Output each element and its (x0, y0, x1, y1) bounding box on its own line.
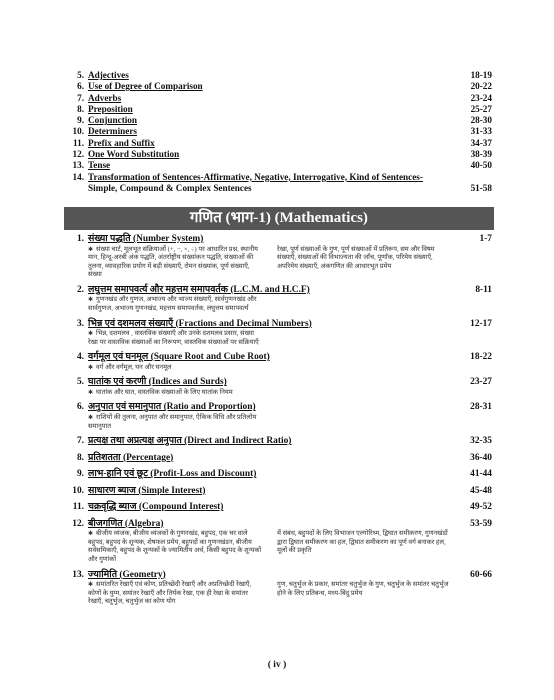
entry-heading (62, 436, 492, 448)
bullet-icon: ✱ (88, 414, 94, 421)
entry-heading (62, 486, 492, 498)
entry-heading (62, 453, 492, 465)
bullet-icon: ✱ (88, 297, 94, 304)
section-banner: गणित (भाग-1) (Mathematics) (64, 207, 494, 230)
entry-heading (62, 402, 492, 414)
entry-title: Determiners (88, 126, 137, 137)
entry-title: Adjectives (88, 70, 129, 80)
entry-pages: 41-44 (470, 469, 492, 480)
subtopics-left-text: संख्या चार्ट, मूलभूत संक्रियाओं (+, −, ×, ÷) पर आधारित प्रश्न, स्थानीय मान, हिन्दू-अरबी अंक पद्धति, अंतर्राष्ट्रीय संख्यांकन पद्धति, संख्याओं की तुलना, व्यावहारिक प्रयोग में बड़ी संख्याएँ, रोमन संख्यांक, पूर्ण संख्याएँ, संख्या (88, 245, 259, 279)
entry-title: Simple, Compound & Complex Sentences (88, 182, 252, 193)
subtopics-right (273, 414, 492, 431)
entry-pages: 40-50 (470, 160, 492, 171)
entry-title: चक्रवृद्धि ब्याज (Compound Interest) (88, 502, 224, 513)
toc-entry (62, 502, 492, 514)
toc-entry (62, 160, 492, 171)
toc-entry (62, 93, 492, 104)
toc-entry (62, 377, 492, 397)
toc-entry (62, 126, 492, 137)
toc-entry (62, 115, 492, 126)
entry-pages: 18-19 (470, 70, 492, 80)
entry-heading (62, 502, 492, 514)
toc-entry (62, 172, 492, 183)
entry-number: 2. (76, 284, 84, 295)
toc-entry (62, 453, 492, 465)
entry-number: 12. (72, 518, 84, 529)
entry-pages: 31-33 (470, 126, 492, 137)
entry-number: 8. (77, 103, 84, 114)
entry-heading (62, 377, 492, 389)
entry-title: Prefix and Suffix (88, 137, 155, 148)
subtopics-left-text: बीजीय व्यंजक, बीजीय व्यंजकों के गुणनखंड, बहुपद, एक चर वाले बहुपद, बहुपद के शून्यक, शेषफल प्रमेय, बहुपदों का गुणनखंडन, बीजीय सर्वसमिकाएँ, बहुपद के शून्यकों के ज्यामितीय अर्थ, किसी बहुपद के शून्यकों और गुणांकों (88, 530, 262, 563)
subtopics-left-text: घातांक और घात, वास्तविक संख्याओं के लिए घातांक नियम (96, 388, 233, 396)
entry-title: साधारण ब्याज (Simple Interest) (88, 485, 206, 496)
entry-pages: 32-35 (470, 436, 492, 447)
entry-number: 1. (76, 234, 84, 244)
entry-title: लघुत्तम समापवर्त्य और महत्तम समापवर्तक (L.C.M. and H.C.F) (88, 284, 310, 295)
entry-pages: 51-58 (470, 182, 492, 193)
entry-title: ज्यामिति (Geometry) (88, 569, 166, 580)
toc-entry (62, 183, 492, 194)
entry-number: 5. (76, 377, 84, 388)
toc-entry (62, 70, 492, 81)
math-contents-list (62, 234, 492, 612)
subtopics-right: रेखा, पूर्ण संख्याओं के गुण, पूर्ण संख्याओं में प्रतिरूप, सम और विषम संख्याएँ, संख्याओं की विभाज्यता की जाँच, पूर्णांक, परिमेय संख्याएँ, अपरिमेय संख्याएँ, अंकगणित की आधारभूत प्रमेय (277, 245, 435, 270)
entry-number (62, 183, 88, 194)
entry-pages: 38-39 (470, 149, 492, 160)
entry-title: Tense (88, 160, 111, 171)
entry-heading (62, 570, 492, 582)
entry-number: 11. (72, 502, 84, 513)
subtopics-left-text: भिन्न, दशमलव , वास्तविक संख्याएँ और उनके दशमलव प्रसार, संख्या रेखा पर वास्तविक संख्याओं का निरूपण, वास्तविक संख्याओं पर संक्रियाएँ (88, 330, 259, 346)
bullet-icon: ✱ (88, 364, 94, 371)
entry-number: 13. (72, 569, 84, 580)
entry-title: Transformation of Sentences-Affirmative, Negative, Interrogative, Kind of Sentences- (88, 171, 423, 182)
toc-entry (62, 352, 492, 372)
subtopics-left (88, 364, 273, 373)
entry-pages: 23-27 (470, 377, 492, 388)
entry-pages: 1-7 (479, 234, 492, 244)
toc-entry (62, 104, 492, 115)
entry-title: घातांक एवं करणी (Indices and Surds) (88, 377, 227, 388)
toc-entry (62, 234, 492, 280)
entry-pages: 53-59 (470, 518, 492, 529)
subtopics-left (88, 296, 273, 313)
entry-number: 9. (77, 115, 84, 126)
entry-pages: 36-40 (470, 452, 492, 463)
entry-pages: 28-30 (470, 115, 492, 126)
entry-pages: 25-27 (470, 103, 492, 114)
subtopics-left (88, 389, 273, 398)
entry-number: 13. (72, 160, 84, 171)
entry-number: 6. (77, 81, 84, 92)
entry-pages: 12-17 (470, 318, 492, 329)
subtopics-left (88, 330, 273, 347)
subtopics-right (273, 330, 492, 347)
entry-number: 4. (76, 352, 84, 363)
entry-pages: 23-24 (470, 92, 492, 103)
subtopics-left (88, 414, 273, 431)
toc-entry (62, 402, 492, 431)
toc-entry (62, 519, 492, 565)
entry-title: भिन्न एवं दशमलव संख्याएँ (Fractions and Decimal Numbers) (88, 318, 312, 329)
entry-subtopics (62, 414, 492, 431)
toc-entry (62, 469, 492, 481)
entry-subtopics (62, 330, 492, 347)
toc-entry (62, 285, 492, 314)
entry-heading (62, 285, 492, 297)
toc-entry (62, 486, 492, 498)
entry-number: 6. (76, 402, 84, 413)
entry-title: प्रतिशतता (Percentage) (88, 452, 174, 463)
entry-title: वर्गमूल एवं घनमूल (Square Root and Cube Root) (88, 352, 270, 363)
entry-pages: 8-11 (475, 284, 492, 295)
bullet-icon: ✱ (88, 331, 94, 338)
english-contents-list (62, 70, 492, 194)
subtopics-left (88, 581, 273, 607)
entry-heading (62, 519, 492, 531)
bullet-icon: ✱ (88, 389, 94, 396)
entry-title: अनुपात एवं समानुपात (Ratio and Proportion) (88, 402, 256, 413)
entry-pages: 49-52 (470, 502, 492, 513)
toc-entry (62, 149, 492, 160)
toc-entry (62, 81, 492, 92)
subtopics-right (273, 364, 492, 373)
entry-number: 12. (72, 149, 84, 160)
entry-title: प्रत्यक्ष तथा अप्रत्यक्ष अनुपात (Direct and Indirect Ratio) (88, 436, 292, 447)
entry-number: 10. (72, 485, 84, 496)
subtopics-left (88, 530, 273, 564)
toc-entry (62, 138, 492, 149)
entry-pages: 60-66 (470, 569, 492, 580)
entry-number: 7. (77, 92, 84, 103)
page-number: ( iv ) (267, 660, 287, 670)
toc-entry (62, 436, 492, 448)
toc-entry (62, 319, 492, 348)
bullet-icon: ✱ (88, 246, 94, 253)
subtopics-left-text: वर्ग और वर्गमूल, घन और घनमूल (96, 363, 172, 371)
entry-heading (62, 234, 492, 246)
entry-number: 7. (76, 436, 84, 447)
subtopics-left-text: राशियों की तुलना, अनुपात और समानुपात, ऐकिक विधि और प्रतिलोम समानुपात (88, 413, 257, 430)
entry-title: बीजगणित (Algebra) (88, 518, 164, 529)
subtopics-right (273, 389, 492, 398)
entry-pages: 34-37 (470, 137, 492, 148)
entry-number: 8. (76, 452, 84, 463)
entry-subtopics (62, 530, 492, 564)
entry-title: One Word Substitution (88, 149, 180, 160)
entry-title: Use of Degree of Comparison (88, 81, 203, 92)
entry-heading (62, 469, 492, 481)
subtopics-left (88, 246, 273, 280)
entry-number: 5. (77, 70, 84, 80)
entry-number: 3. (76, 318, 84, 329)
subtopics-right: में संबंध, बहुपदों के लिए विभाजन एल्गोरिथ्म, द्विघात समीकरण, गुणनखंडों द्वारा द्विघात समीकरण का हल, द्विघात समीकरण का पूर्ण वर्ग बनाकर हल, मूलों की प्रकृति (277, 530, 448, 555)
entry-number: 14. (72, 171, 84, 182)
entry-heading (62, 319, 492, 331)
entry-number: 10. (72, 126, 84, 137)
bullet-icon: ✱ (88, 582, 94, 588)
entry-subtopics (62, 581, 492, 607)
entry-subtopics (62, 246, 492, 280)
entry-title: Preposition (88, 103, 133, 114)
entry-pages: 45-48 (470, 485, 492, 496)
entry-pages: 18-22 (470, 352, 492, 363)
entry-title: Adverbs (88, 92, 122, 103)
entry-subtopics (62, 296, 492, 313)
toc-entry (62, 570, 492, 607)
entry-number: 9. (76, 469, 84, 480)
subtopics-left-text: समांतरित रेखाएँ एवं कोण, प्रतिच्छेदी रेखाएँ और अप्रतिच्छेदी रेखाएँ, कोणों के युग्म, समांतर रेखाएँ और तिर्यक रेखा, एक ही रेखा के समांतर रेखाएँ, चतुर्भुज, चतुर्भुज का कोण योग (88, 581, 252, 606)
bullet-icon: ✱ (88, 531, 94, 538)
entry-title: Conjunction (88, 115, 138, 126)
subtopics-left-text: गुणनखंड और गुणज, अभाज्य और भाज्य संख्याएँ, सार्वगुणनखंड और सार्वगुणज, अभाज्य गुणनखंड, महत्तम समापवर्तक, लघुत्तम समापवर्त्य (88, 296, 257, 312)
subtopics-right: गुण, चतुर्भुज के प्रकार, समांतर चतुर्भुज के गुण, चतुर्भुज के समांतर चतुर्भुज होने के लिए प्रतिबन्ध, मध्य-बिंदु प्रमेय (277, 581, 449, 597)
entry-subtopics (62, 389, 492, 398)
entry-pages: 20-22 (470, 81, 492, 92)
entry-subtopics (62, 364, 492, 373)
entry-heading (62, 352, 492, 364)
subtopics-right (273, 296, 492, 313)
entry-pages: 28-31 (470, 402, 492, 413)
entry-title: लाभ-हानि एवं छूट (Profit-Loss and Discount) (88, 469, 257, 480)
entry-title: संख्या पद्धति (Number System) (88, 234, 204, 244)
entry-number: 11. (73, 137, 84, 148)
